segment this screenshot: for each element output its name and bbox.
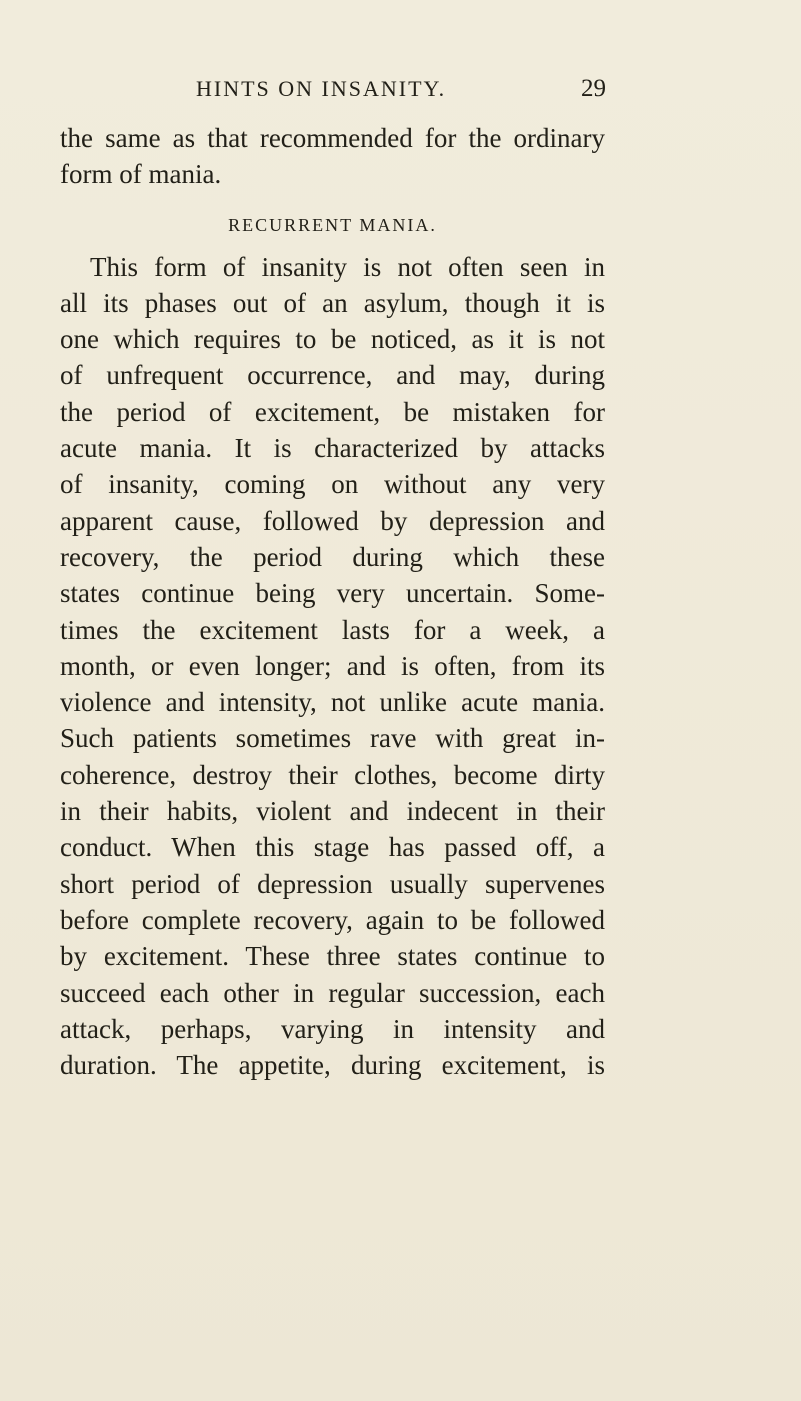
paragraph-line: the period of excitement, be mistaken for xyxy=(60,396,605,427)
paragraph-line: before complete recovery, again to be followed xyxy=(60,904,605,935)
paragraph-line: acute mania. It is characterized by attacks xyxy=(60,433,605,464)
paragraph-line: short period of depression usually supervenes xyxy=(60,868,605,899)
paragraph-line: recovery, the period during which these xyxy=(60,541,605,572)
paragraph-line: one which requires to be noticed, as it is not xyxy=(60,324,605,355)
paragraph-line: of insanity, coming on without any very xyxy=(60,469,605,500)
paragraph-line: coherence, destroy their clothes, become dirty xyxy=(60,759,605,790)
running-title: HINTS ON INSANITY. xyxy=(196,76,447,101)
paragraph-line: duration. The appetite, during excitement, is xyxy=(60,1050,605,1081)
paragraph-line: in their habits, violent and indecent in their xyxy=(60,796,605,827)
section-heading: RECURRENT MANIA. xyxy=(228,214,437,235)
paragraph-line: times the excitement lasts for a week, a xyxy=(60,614,605,645)
opening-line: the same as that recommended for the ordinary xyxy=(60,123,605,153)
paragraph-line: apparent cause, followed by depression and xyxy=(60,505,605,536)
page-number: 29 xyxy=(581,75,606,102)
paragraph-line: violence and intensity, not unlike acute mania. xyxy=(60,687,605,718)
paragraph-line: This form of insanity is not often seen in xyxy=(90,251,605,282)
paragraph-line: Such patients sometimes rave with great in- xyxy=(60,723,605,754)
opening-line: form of mania. xyxy=(60,159,222,190)
body-text xyxy=(60,120,605,1083)
paragraph-line: succeed each other in regular succession, each xyxy=(60,977,605,1008)
paragraph-line: attack, perhaps, varying in intensity and xyxy=(60,1013,605,1044)
paragraph-line: all its phases out of an asylum, though it is xyxy=(60,287,605,318)
running-header xyxy=(196,72,606,106)
paragraph-line: month, or even longer; and is often, from its xyxy=(60,650,605,681)
paragraph-line: of unfrequent occurrence, and may, during xyxy=(60,360,605,391)
paragraph-line: conduct. When this stage has passed off, a xyxy=(60,832,605,863)
paragraph-line: by excitement. These three states continue to xyxy=(60,941,605,972)
paragraph-line: states continue being very uncertain. Some- xyxy=(60,578,605,609)
